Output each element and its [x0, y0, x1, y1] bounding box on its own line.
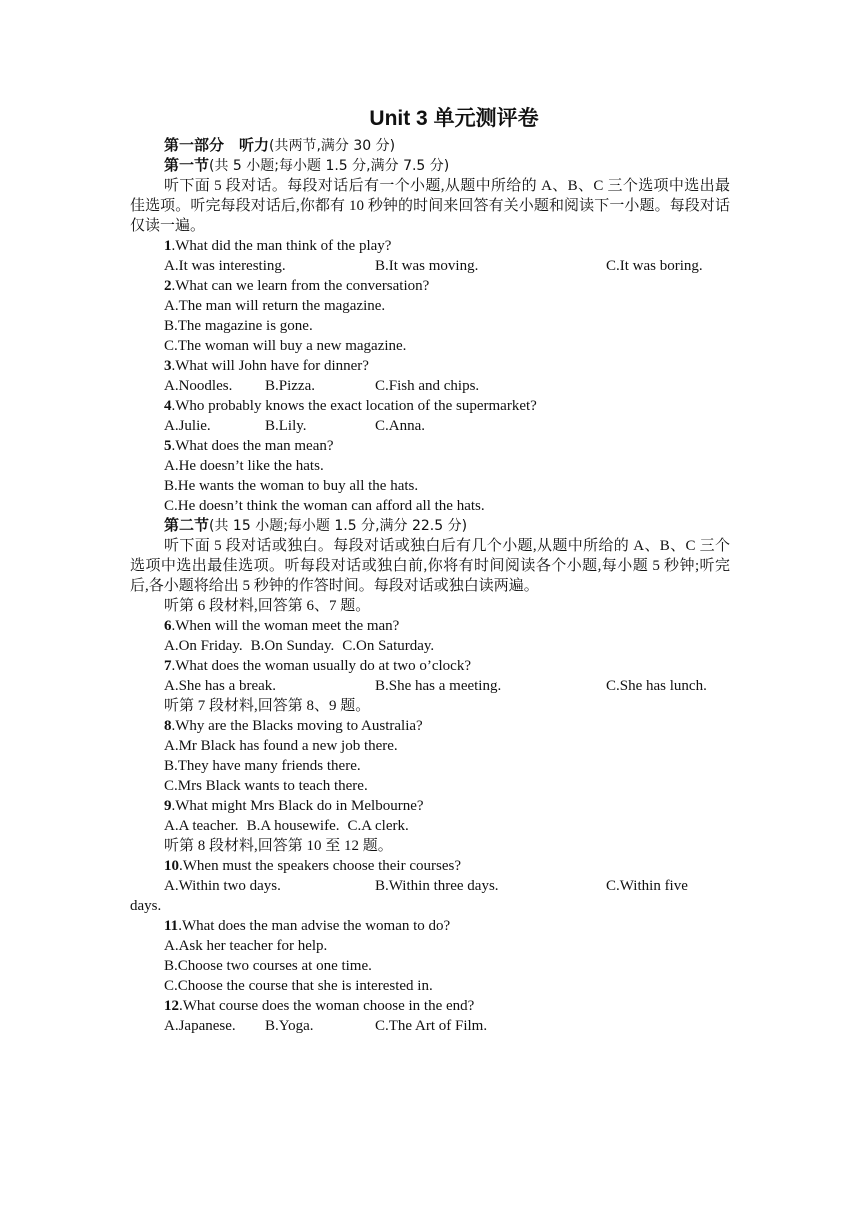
option-b: B.On Sunday.: [250, 638, 335, 654]
question-6: [130, 616, 730, 636]
option-a: A.On Friday.: [164, 638, 243, 654]
material-8-instruction: 听第 8 段材料,回答第 10 至 12 题。: [164, 838, 393, 854]
section2-heading-note: (共 15 小题;每小题 1.5 分,满分 22.5 分): [209, 518, 468, 534]
question-11: [130, 916, 730, 936]
question-number: 7: [164, 658, 172, 674]
question-text: .Who probably knows the exact location of the supermarket?: [171, 398, 537, 414]
question-6-options: [130, 636, 730, 656]
exam-page: [130, 104, 730, 1036]
question-number: 12: [164, 998, 179, 1014]
option-b: B.Within three days.: [375, 878, 499, 894]
question-9-options: [130, 816, 730, 836]
option-a: A.Noodles.: [164, 378, 233, 394]
option-c-continued: days.: [130, 898, 162, 914]
question-number: 4: [164, 398, 172, 414]
option-c: C.She has lunch.: [606, 678, 707, 694]
section2-heading: [130, 516, 730, 536]
question-12: [130, 996, 730, 1016]
option-b: B.The magazine is gone.: [164, 318, 313, 334]
option-c: C.Fish and chips.: [375, 378, 480, 394]
question-number: 2: [164, 278, 172, 294]
question-number: 8: [164, 718, 172, 734]
option-c: C.Anna.: [375, 418, 425, 434]
question-text: .What will John have for dinner?: [171, 358, 369, 374]
question-10-options: [130, 876, 730, 896]
question-text: .When will the woman meet the man?: [171, 618, 400, 634]
question-text: .When must the speakers choose their courses?: [179, 858, 461, 874]
question-1-options: [130, 256, 730, 276]
section2-instructions: 听下面 5 段对话或独白。每段对话或独白后有几个小题,从题中所给的 A、B、C 三个选项中选出最佳选项。听每段对话或独白前,你将有时间阅读各个小题,每小题 5 秒钟;听完后,各小题将给出 5 秒钟的作答时间。每段对话或独白读两遍。: [130, 538, 730, 594]
question-12-options: [130, 1016, 730, 1036]
question-5: [130, 436, 730, 456]
question-2: [130, 276, 730, 296]
question-text: .What might Mrs Black do in Melbourne?: [171, 798, 424, 814]
material-6-instruction: 听第 6 段材料,回答第 6、7 题。: [164, 598, 371, 614]
material-7-instruction: 听第 7 段材料,回答第 8、9 题。: [164, 698, 371, 714]
question-3-options: [130, 376, 730, 396]
option-b: B.It was moving.: [375, 258, 479, 274]
option-b: B.Yoga.: [265, 1018, 314, 1034]
part1-heading-note: (共两节,满分 30 分): [269, 138, 396, 154]
option-c: C.Choose the course that she is interested in.: [164, 978, 433, 994]
question-8: [130, 716, 730, 736]
option-a: A.Japanese.: [164, 1018, 236, 1034]
option-c: C.On Saturday.: [342, 638, 435, 654]
option-a: A.A teacher.: [164, 818, 239, 834]
section1-heading-label: 第一节: [164, 158, 210, 174]
option-c: C.It was boring.: [606, 258, 703, 274]
section1-instructions: 听下面 5 段对话。每段对话后有一个小题,从题中所给的 A、B、C 三个选项中选出最佳选项。听完每段对话后,你都有 10 秒钟的时间来回答有关小题和阅读下一小题。每段对话仅读一遍。: [130, 178, 730, 234]
page-title: Unit 3 单元测评卷: [369, 107, 539, 130]
question-4-options: [130, 416, 730, 436]
option-b: B.He wants the woman to buy all the hats.: [164, 478, 419, 494]
question-text: .What can we learn from the conversation?: [171, 278, 430, 294]
section1-heading: [130, 156, 730, 176]
question-1: [130, 236, 730, 256]
question-number: 3: [164, 358, 172, 374]
option-b: B.A housewife.: [246, 818, 340, 834]
option-c: C.The woman will buy a new magazine.: [164, 338, 407, 354]
question-number: 10: [164, 858, 179, 874]
part1-heading: [130, 136, 730, 156]
question-number: 5: [164, 438, 172, 454]
option-b: B.Pizza.: [265, 378, 315, 394]
option-a: A.Mr Black has found a new job there.: [164, 738, 398, 754]
question-4: [130, 396, 730, 416]
option-c: C.He doesn’t think the woman can afford all the hats.: [164, 498, 485, 514]
question-text: .What does the woman usually do at two o’clock?: [171, 658, 472, 674]
question-text: .What does the man mean?: [171, 438, 334, 454]
question-number: 11: [164, 918, 179, 934]
option-a: A.The man will return the magazine.: [164, 298, 386, 314]
question-9: [130, 796, 730, 816]
option-a: A.Within two days.: [164, 878, 281, 894]
question-number: 9: [164, 798, 172, 814]
option-c: C.Mrs Black wants to teach there.: [164, 778, 368, 794]
question-7-options: [130, 676, 730, 696]
option-a: A.She has a break.: [164, 678, 277, 694]
question-3: [130, 356, 730, 376]
question-number: 6: [164, 618, 172, 634]
question-text: .What does the man advise the woman to do?: [178, 918, 451, 934]
option-a: A.It was interesting.: [164, 258, 286, 274]
section2-heading-label: 第二节: [164, 518, 210, 534]
section1-heading-note: (共 5 小题;每小题 1.5 分,满分 7.5 分): [209, 158, 450, 174]
option-a: A.He doesn’t like the hats.: [164, 458, 324, 474]
option-b: B.She has a meeting.: [375, 678, 502, 694]
question-text: .What did the man think of the play?: [171, 238, 392, 254]
question-text: .Why are the Blacks moving to Australia?: [171, 718, 423, 734]
option-c: C.Within five: [606, 878, 688, 894]
option-b: B.They have many friends there.: [164, 758, 361, 774]
option-a: A.Julie.: [164, 418, 211, 434]
option-a: A.Ask her teacher for help.: [164, 938, 328, 954]
option-b: B.Choose two courses at one time.: [164, 958, 372, 974]
option-b: B.Lily.: [265, 418, 307, 434]
option-c: C.The Art of Film.: [375, 1018, 488, 1034]
option-c: C.A clerk.: [347, 818, 409, 834]
part1-heading-label: 第一部分 听力: [164, 138, 270, 154]
question-7: [130, 656, 730, 676]
question-number: 1: [164, 238, 172, 254]
question-10: [130, 856, 730, 876]
question-text: .What course does the woman choose in the end?: [179, 998, 475, 1014]
